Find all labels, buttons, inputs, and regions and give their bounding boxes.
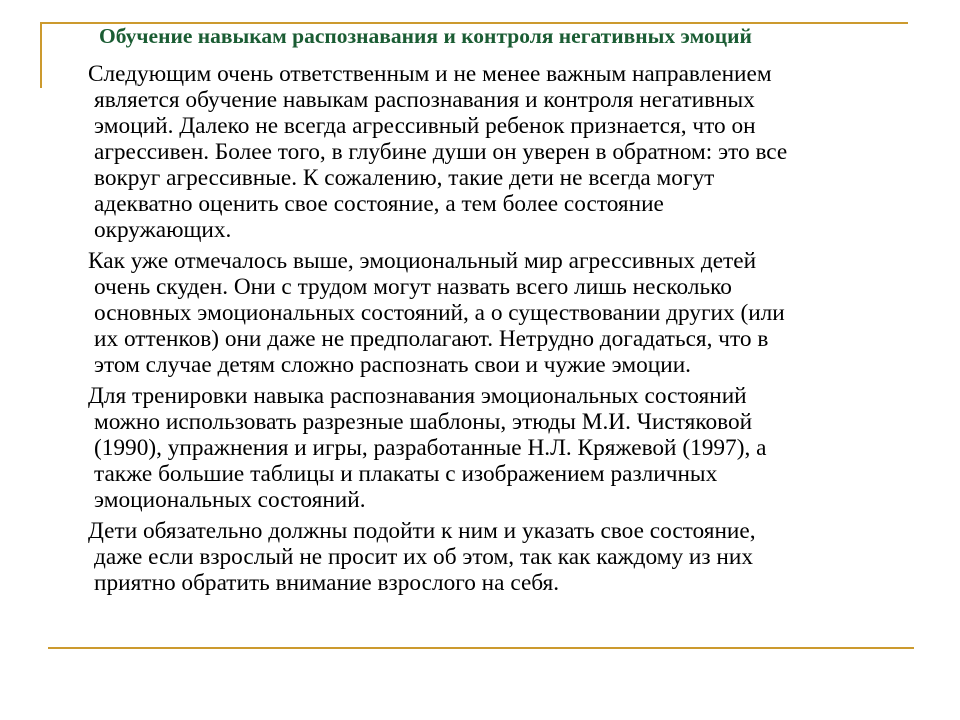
- paragraph-1: Следующим очень ответственным и не менее важным направлением является обучение навыкам распознавания и контроля негативных эмоций. Далеко не всегда агрессивный ребенок признается, что он агрессивен. Более того, в глубине души он уверен в обратном: это все вокруг агрессивные. К сожалению, такие дети не всегда могут адекватно оценить свое состояние, а тем более состояние окружающих.: [88, 61, 788, 243]
- paragraph-4: Дети обязательно должны подойти к ним и указать свое состояние, даже если взрослый не просит их об этом, так как каждому из них приятно обратить внимание взрослого на себя.: [88, 518, 756, 596]
- slide-body: [88, 61, 898, 596]
- paragraph-3: Для тренировки навыка распознавания эмоциональных состояний можно использовать разрезные шаблоны, этюды М.И. Чистяковой (1990), упражнения и игры, разработанные Н.Л. Кряжевой (1997), а также большие таблицы и плакаты с изображением различных эмоциональных состояний.: [88, 383, 767, 513]
- slide-title: Обучение навыкам распознавания и контроля негативных эмоций: [99, 24, 752, 48]
- paragraph-2: Как уже отмечалось выше, эмоциональный мир агрессивных детей очень скуден. Они с трудом могут назвать всего лишь несколько основных эмоциональных состояний, а о существовании других (или их оттенков) они даже не предполагают. Нетрудно догадаться, что в этом случае детям сложно распознать свои и чужие эмоции.: [88, 248, 785, 378]
- left-accent-line: [40, 22, 42, 88]
- bottom-divider-line: [48, 647, 914, 649]
